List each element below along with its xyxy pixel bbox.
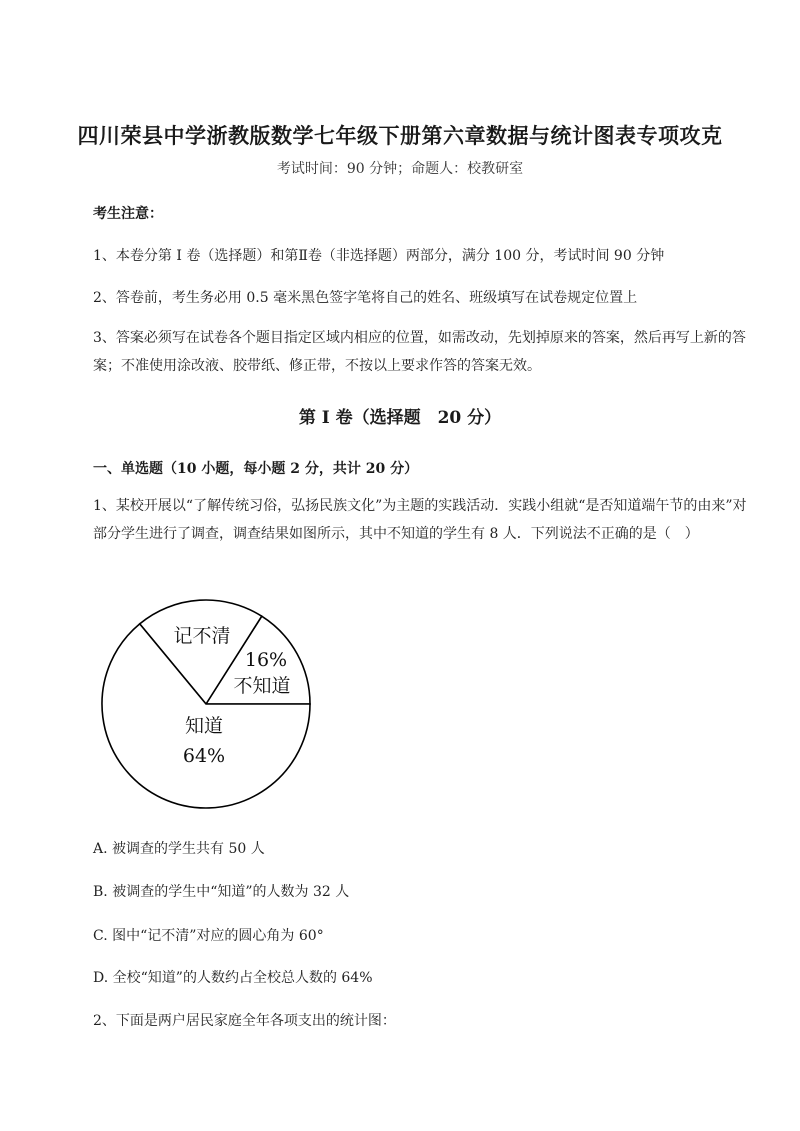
question-1-stem: 1、某校开展以“了解传统习俗，弘扬民族文化”为主题的实践活动．实践小组就“是否知道端午节的由来”对部分学生进行了调查，调查结果如图所示，其中不知道的学生有 8 人．下列说法不正确的是（ ） bbox=[93, 498, 747, 542]
option-c: C. 图中“记不清”对应的圆心角为 60° bbox=[93, 928, 324, 944]
option-a: A. 被调查的学生共有 50 人 bbox=[93, 841, 265, 857]
exam-subtitle: 考试时间：90 分钟；命题人：校教研室 bbox=[276, 161, 524, 177]
notice-item-3: 3、答案必须写在试卷各个题目指定区域内相应的位置，如需改动，先划掉原来的答案，然后再写上新的答案；不准使用涂改液、胶带纸、修正带，不按以上要求作答的答案无效。 bbox=[93, 330, 746, 374]
slice-label-jibuqing: 记不清 bbox=[173, 625, 231, 647]
pie-chart-svg bbox=[100, 598, 312, 810]
notice-item-1: 1、本卷分第 I 卷（选择题）和第Ⅱ卷（非选择题）两部分，满分 100 分，考试时间 90 分钟 bbox=[93, 248, 665, 264]
option-d: D. 全校“知道”的人数约占全校总人数的 64% bbox=[93, 970, 373, 986]
slice-value-zhidao: 64% bbox=[182, 745, 226, 767]
section-title: 第 I 卷（选择题 20 分） bbox=[298, 408, 502, 428]
option-b: B. 被调查的学生中“知道”的人数为 32 人 bbox=[93, 884, 350, 900]
pie-chart bbox=[100, 598, 312, 810]
part-heading: 一、单选题（10 小题，每小题 2 分，共计 20 分） bbox=[93, 461, 419, 477]
notice-item-2: 2、答卷前，考生务必用 0.5 毫米黑色签字笔将自己的姓名、班级填写在试卷规定位置上 bbox=[93, 290, 638, 306]
slice-value-buzhidao: 16% bbox=[244, 649, 288, 671]
slice-label-buzhidao: 不知道 bbox=[233, 675, 291, 697]
notice-heading: 考生注意： bbox=[93, 206, 163, 222]
slice-label-zhidao: 知道 bbox=[184, 715, 224, 737]
question-2-stem: 2、下面是两户居民家庭全年各项支出的统计图： bbox=[93, 1013, 396, 1029]
exam-title: 四川荣县中学浙教版数学七年级下册第六章数据与统计图表专项攻克 bbox=[77, 123, 723, 148]
